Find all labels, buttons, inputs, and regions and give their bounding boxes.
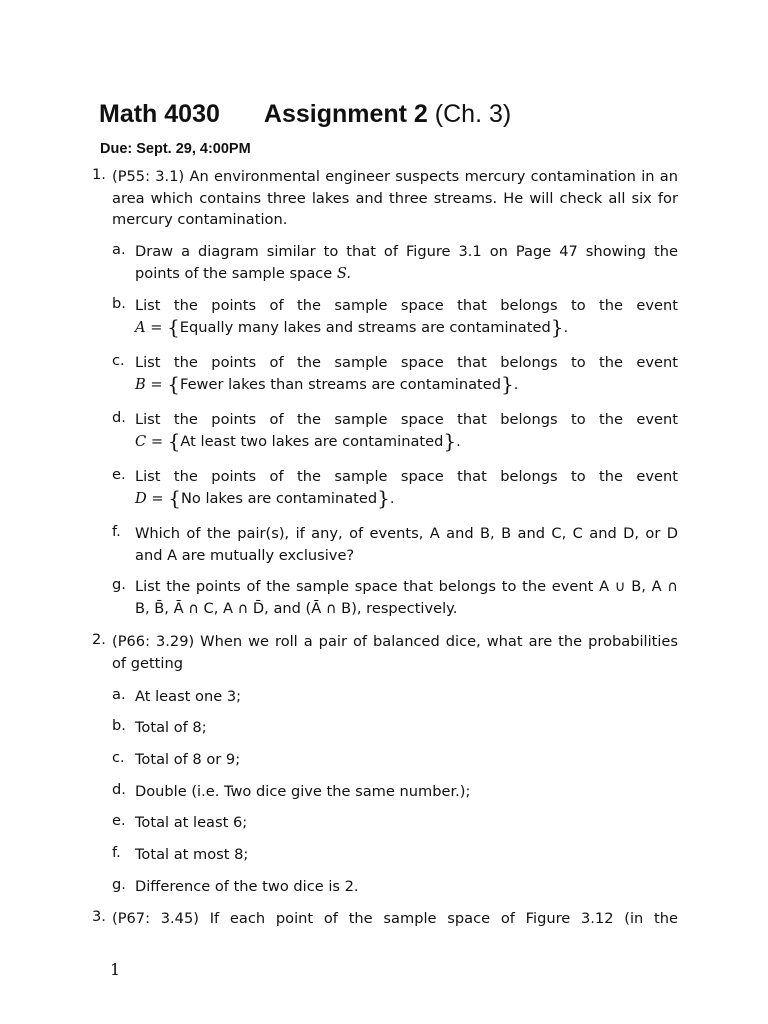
- part-label: g.: [112, 576, 126, 593]
- part-text: List the points of the sample space that belongs to the event C = {At least two lakes are contaminated}.: [135, 411, 678, 453]
- part-label: e.: [112, 812, 126, 829]
- part-lead: List the points of the sample space that belongs to the event: [135, 354, 678, 371]
- question-number: 3.: [92, 908, 106, 925]
- event-description: Fewer lakes than streams are contaminated: [179, 375, 501, 393]
- event-description: At least two lakes are contaminated: [180, 432, 444, 450]
- part-label: b.: [112, 717, 126, 734]
- part-text: Difference of the two dice is 2.: [135, 878, 359, 895]
- course-title: Math 4030: [99, 100, 220, 128]
- part-lead: List the points of the sample space that belongs to the event: [135, 411, 678, 428]
- part-label: a.: [112, 686, 126, 703]
- question-number: 2.: [92, 631, 106, 648]
- question-text: (P66: 3.29) When we roll a pair of balanced dice, what are the probabilities of getting: [112, 633, 678, 672]
- part-text: Double (i.e. Two dice give the same number.);: [135, 783, 471, 800]
- part-lead: List the points of the sample space that belongs to the event: [135, 297, 678, 314]
- event-variable: D: [135, 489, 147, 507]
- page-title: [99, 100, 511, 129]
- part-text: [135, 241, 678, 284]
- part-text: List the points of the sample space that belongs to the event B = {Fewer lakes than streams are contaminated}.: [135, 354, 678, 396]
- part-text: Total at most 8;: [135, 846, 249, 863]
- part-label: f.: [112, 844, 121, 861]
- part-label: d.: [112, 781, 126, 798]
- part-label: a.: [112, 241, 126, 258]
- question-number: 1.: [92, 166, 106, 183]
- assignment-title: Assignment 2: [263, 100, 428, 128]
- part-label: f.: [112, 523, 121, 540]
- part-text: At least one 3;: [135, 688, 242, 705]
- due-date: Due: Sept. 29, 4:00PM: [100, 141, 251, 157]
- part-text: Total of 8;: [135, 719, 207, 736]
- chapter-label: (Ch. 3): [434, 100, 512, 128]
- question-text: (P67: 3.45) If each point of the sample space of Figure 3.12 (in the: [112, 910, 678, 927]
- event-description: Equally many lakes and streams are contaminated: [179, 318, 551, 336]
- part-text: List the points of the sample space that belongs to the event D = {No lakes are contaminated}.: [135, 468, 678, 510]
- part-text: Which of the pair(s), if any, of events, A and B, B and C, C and D, or D and A are mutually exclusive?: [135, 525, 678, 564]
- part-label: b.: [112, 295, 126, 312]
- part-label: c.: [112, 352, 125, 369]
- part-label: g.: [112, 876, 126, 893]
- event-description: No lakes are contaminated: [180, 489, 378, 507]
- part-label: d.: [112, 409, 126, 426]
- sample-space-symbol: S.: [336, 264, 352, 282]
- event-variable: B: [135, 375, 146, 393]
- part-text: List the points of the sample space that belongs to the event A = {Equally many lakes and streams are contaminated}.: [135, 297, 678, 339]
- event-variable: A: [135, 318, 146, 336]
- part-label: c.: [112, 749, 125, 766]
- page-number: 1: [110, 960, 121, 979]
- part-text: Total at least 6;: [135, 814, 248, 831]
- question-text: (P55: 3.1) An environmental engineer suspects mercury contamination in an area which contains three lakes and three streams. He will check all six for mercury contamination.: [112, 168, 678, 228]
- part-text-body: Draw a diagram similar to that of Figure 3.1 on Page 47 showing the points of the sample space: [135, 243, 678, 282]
- part-lead: List the points of the sample space that belongs to the event: [135, 468, 678, 485]
- part-text: List the points of the sample space that belongs to the event A ∪ B, A ∩ B, B̄, Ā ∩ C, A ∩ D̄, and (Ā ∩ B), respectively.: [135, 578, 678, 617]
- part-text: Total of 8 or 9;: [135, 751, 241, 768]
- event-variable: C: [135, 432, 147, 450]
- part-label: e.: [112, 466, 126, 483]
